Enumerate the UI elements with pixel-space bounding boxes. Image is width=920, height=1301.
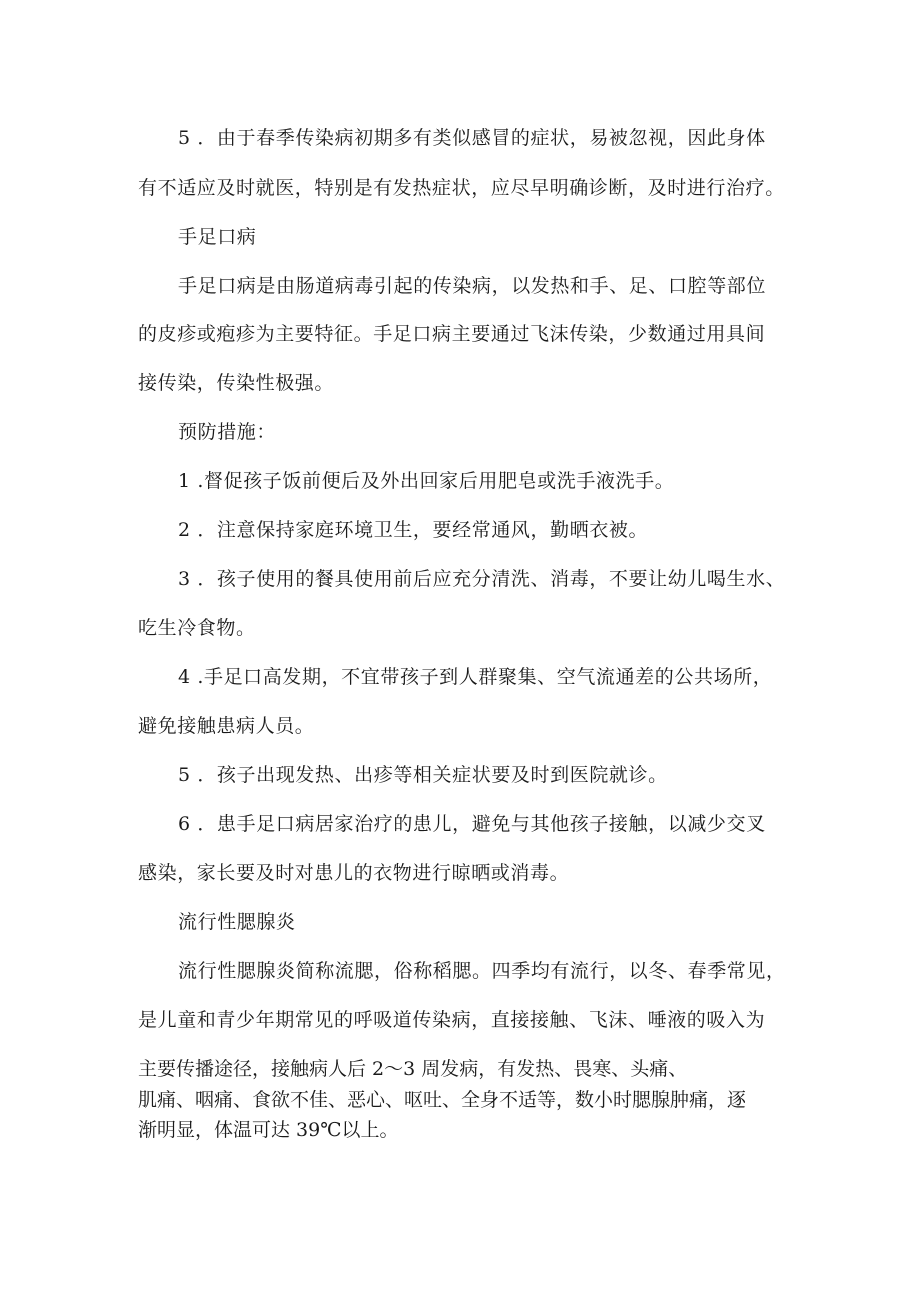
text-line: 接传染，传染性极强。 [138,372,335,394]
list-item: 5 ．孩子出现发热、出疹等相关症状要及时到医院就诊。 [178,764,668,786]
text-line: 渐明显，体温可达 39℃以上。 [138,1119,399,1141]
text-line: 吃生冷食物。 [138,617,256,639]
text-line: 5 ．由于春季传染病初期多有类似感冒的症状，易被忽视，因此身体 [178,127,766,149]
text-line: 肌痛、咽痛、食欲不佳、恶心、呕吐、全身不适等，数小时腮腺肿痛，逐 [138,1089,747,1111]
list-item: 6 ．患手足口病居家治疗的患儿，避免与其他孩子接触，以减少交叉 [178,813,766,835]
list-item: 3 ．孩子使用的餐具使用前后应充分清洗、消毒，不要让幼儿喝生水、 [178,568,786,590]
text-line: 手足口病是由肠道病毒引起的传染病，以发热和手、足、口腔等部位 [178,275,767,297]
text-line: 的皮疹或疱疹为主要特征。手足口病主要通过飞沫传染，少数通过用具间 [138,323,766,345]
text-line: 主要传播途径，接触病人后 2～3 周发病，有发热、畏寒、头痛、 [138,1058,688,1080]
list-item: 1 .督促孩子饭前便后及外出回家后用肥皂或洗手液洗手。 [178,470,675,492]
section-heading: 手足口病 [178,226,257,248]
section-heading: 流行性腮腺炎 [178,911,296,933]
text-line: 是儿童和青少年期常见的呼吸道传染病，直接接触、飞沫、唾液的吸入为 [138,1009,766,1031]
list-item: 2 ．注意保持家庭环境卫生，要经常通风，勤晒衣被。 [178,519,649,541]
text-line: 有不适应及时就医，特别是有发热症状，应尽早明确诊断，及时进行治疗。 [138,177,785,199]
text-line: 感染，家长要及时对患儿的衣物进行晾晒或消毒。 [138,862,570,884]
text-line: 流行性腮腺炎简称流腮，俗称稻腮。四季均有流行，以冬、春季常见， [178,960,786,982]
list-item: 4 .手足口高发期，不宜带孩子到人群聚集、空气流通差的公共场所， [178,666,773,688]
text-line: 避免接触患病人员。 [138,715,315,737]
subsection-heading: 预防措施： [178,421,277,443]
